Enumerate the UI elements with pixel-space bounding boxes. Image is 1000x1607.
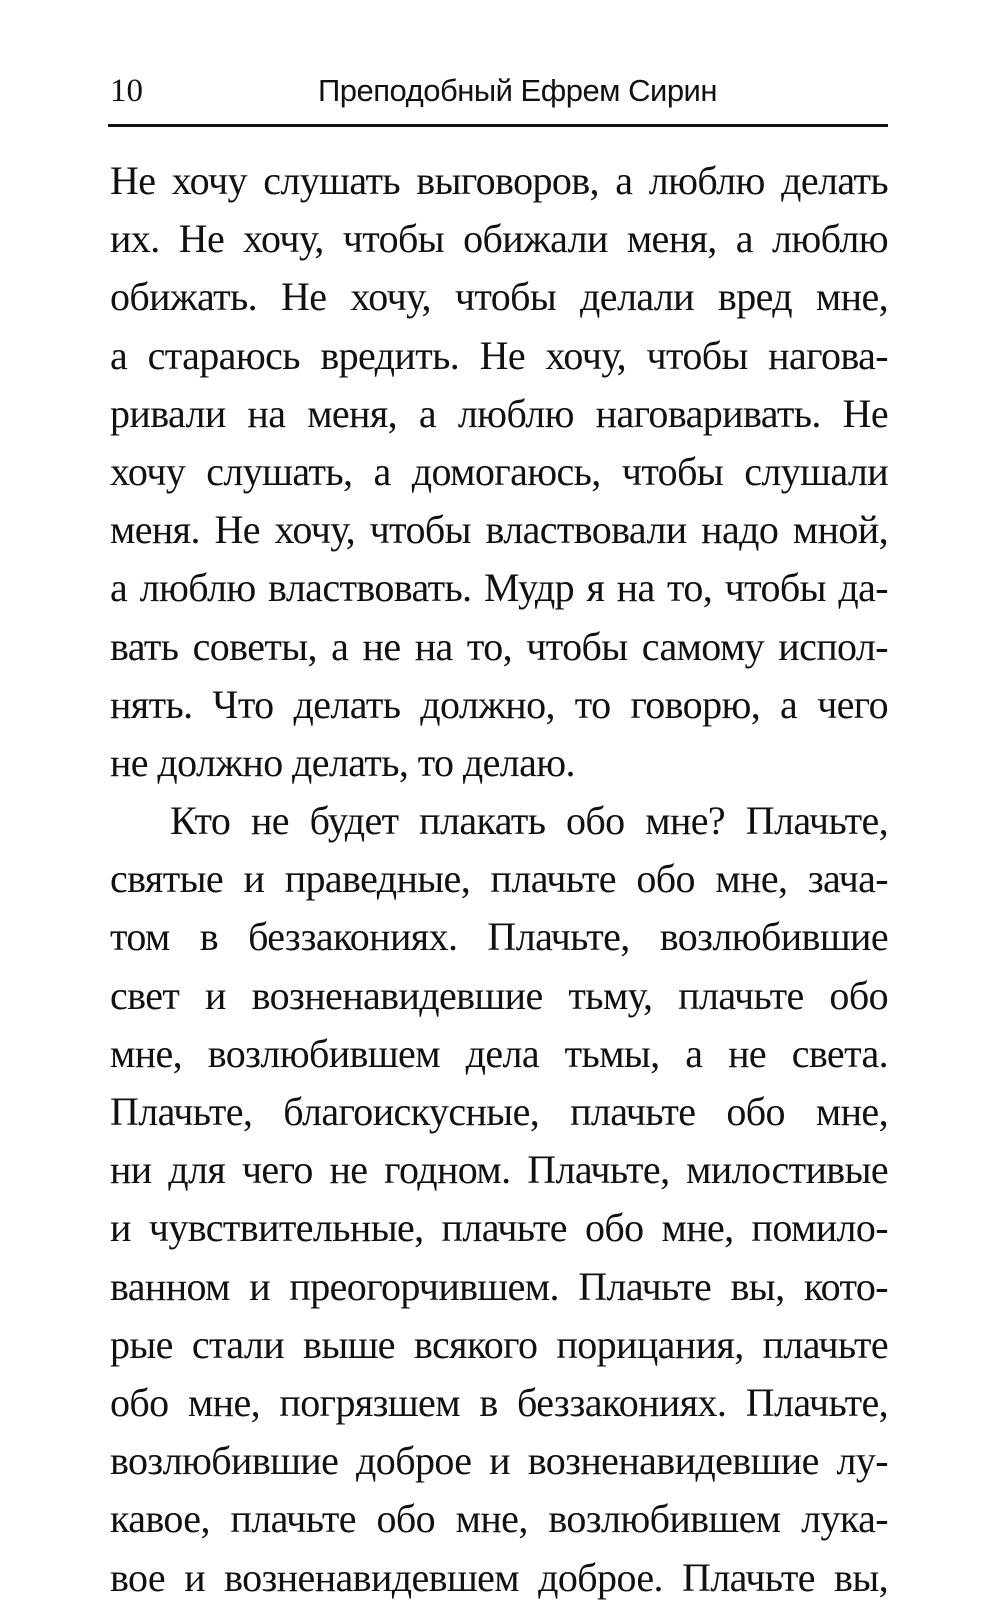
book-title: Преподобный Ефрем Сирин <box>318 73 717 108</box>
text-line: и чувствительные, плачьте обо мне, помило- <box>110 1205 888 1251</box>
text-line: их. Не хочу, чтобы обижали меня, а люблю <box>110 216 888 262</box>
body-text <box>110 152 888 1607</box>
text-line: святые и праведные, плачьте обо мне, зача- <box>110 856 888 902</box>
text-line: вать советы, а не на то, чтобы самому испол- <box>110 623 888 669</box>
text-line: меня. Не хочу, чтобы властвовали надо мной, <box>110 507 888 553</box>
text-line: Кто не будет плакать обо мне? Плачьте, <box>170 798 888 844</box>
text-line: обо мне, погрязшем в беззакониях. Плачьте, <box>110 1379 888 1425</box>
page-number: 10 <box>110 73 143 109</box>
text-line: обижать. Не хочу, чтобы делали вред мне, <box>110 274 888 320</box>
header-rule <box>108 124 888 127</box>
text-line: ни для чего не годном. Плачьте, милостивые <box>110 1147 888 1193</box>
text-line: Плачьте, благоискусные, плачьте обо мне, <box>110 1089 888 1134</box>
text-line: хочу слушать, а домогаюсь, чтобы слушали <box>110 448 888 494</box>
text-line: том в беззакониях. Плачьте, возлюбившие <box>110 914 888 960</box>
running-head <box>110 68 890 114</box>
text-line: вое и возненавидевшем доброе. Плачьте вы, <box>110 1554 888 1600</box>
text-line: мне, возлюбившем дела тьмы, а не света. <box>110 1030 888 1076</box>
text-line: ванном и преогорчившем. Плачьте вы, кото- <box>110 1263 888 1309</box>
text-line: не должно делать, то делаю. <box>110 739 575 785</box>
text-line: Не хочу слушать выговоров, а люблю делать <box>110 158 888 203</box>
text-line: свет и возненавидевшие тьму, плачьте обо <box>110 972 888 1018</box>
text-line: возлюбившие доброе и возненавидевшие лу- <box>110 1438 888 1484</box>
text-line: кавое, плачьте обо мне, возлюбившем лука- <box>110 1496 888 1542</box>
text-line: ривали на меня, а люблю наговаривать. Не <box>110 390 888 436</box>
text-line: рые стали выше всякого порицания, плачьте <box>110 1321 888 1367</box>
text-line: а люблю властвовать. Мудр я на то, чтобы да- <box>110 565 888 611</box>
text-line: а стараюсь вредить. Не хочу, чтобы нагова- <box>110 332 888 378</box>
text-line: нять. Что делать должно, то говорю, а чего <box>110 681 888 727</box>
